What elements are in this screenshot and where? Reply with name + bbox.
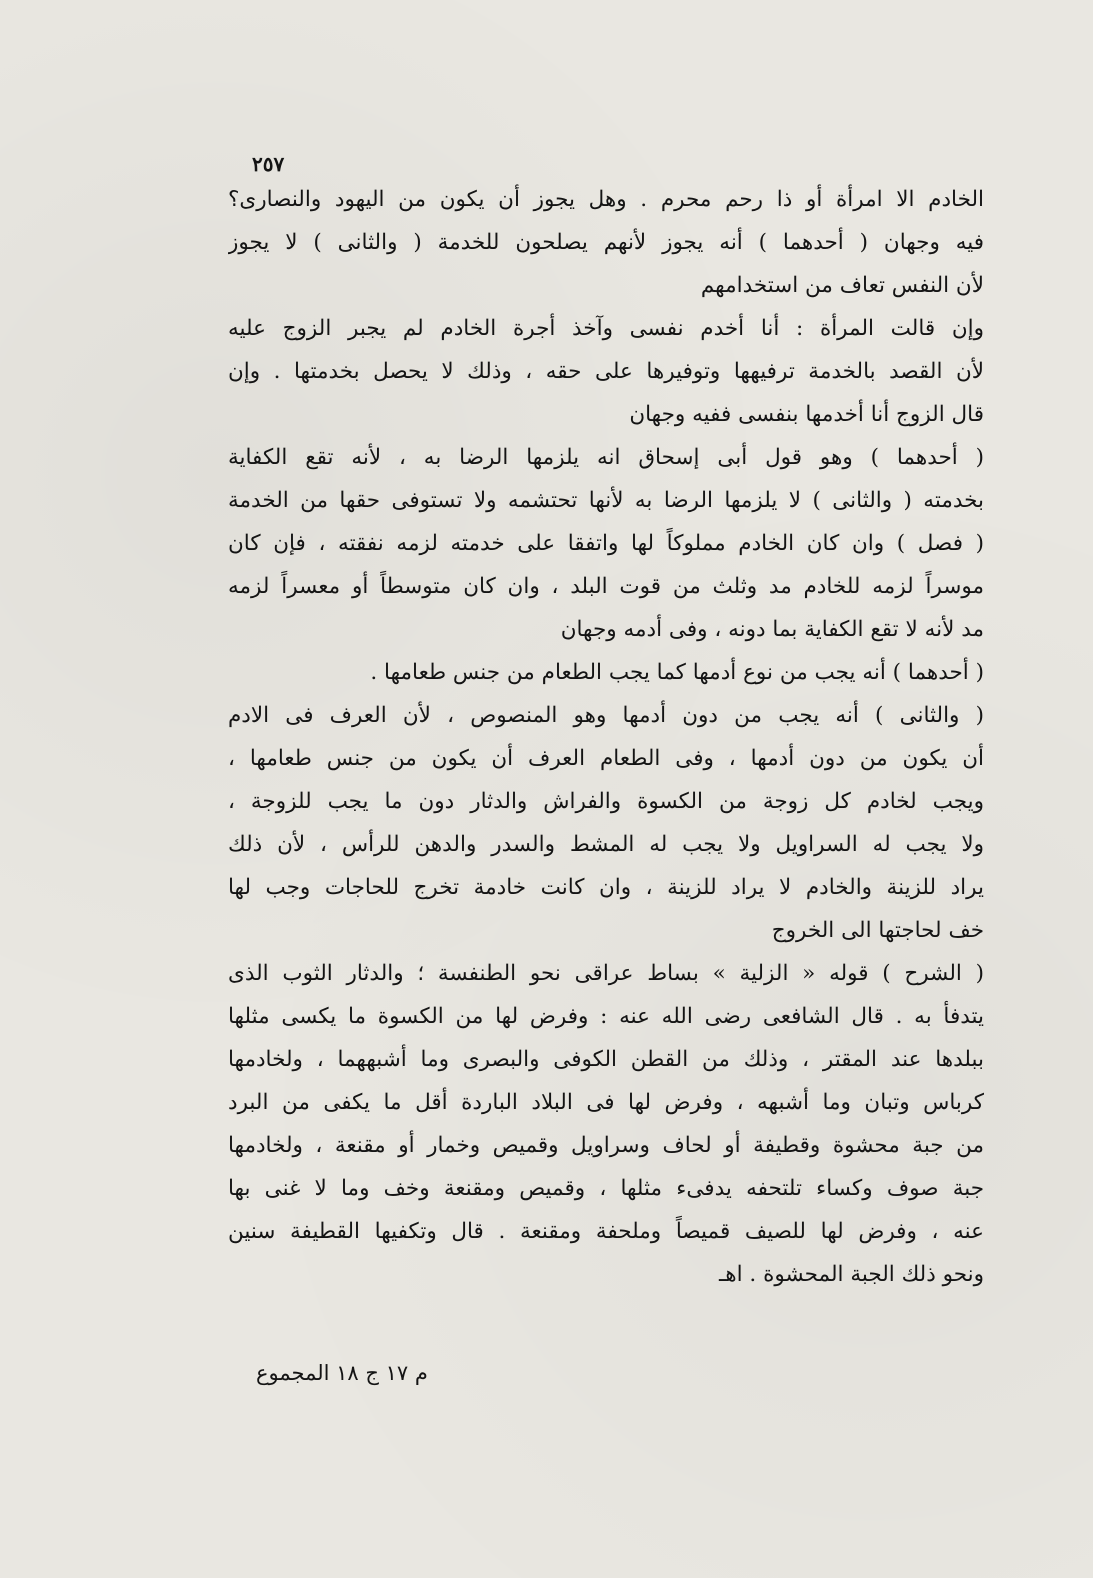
text-line: ( أحدهما ) أنه يجب من نوع أدمها كما يجب الطعام من جنس طعامها . <box>370 660 984 685</box>
text-line: ببلدها عند المقتر ، وذلك من القطن الكوفى والبصرى وما أشبههما ، ولخادمها <box>228 1047 984 1072</box>
text-line: وإن قالت المرأة : أنا أخدم نفسى وآخذ أجرة الخادم لم يجبر الزوج عليه <box>228 316 984 341</box>
text-line: الخادم الا امرأة أو ذا رحم محرم . وهل يجوز أن يكون من اليهود والنصارى؟ <box>228 187 984 212</box>
text-line: بخدمته ( والثانى ) لا يلزمها الرضا به لأنها تحتشمه ولا تستوفى حقها من الخدمة <box>228 488 984 513</box>
text-line: من جبة محشوة وقطيفة أو لحاف وسراويل وقميص وخمار أو مقنعة ، ولخادمها <box>228 1133 984 1158</box>
text-line: ( والثانى ) أنه يجب من دون أدمها وهو المنصوص ، لأن العرف فى الادم <box>228 703 984 728</box>
text-line: قال الزوج أنا أخدمها بنفسى ففيه وجهان <box>629 402 984 427</box>
text-line: خف لحاجتها الى الخروج <box>771 918 984 943</box>
page-footer: م ١٧ ج ١٨ المجموع <box>256 1361 428 1385</box>
page-number: ٢٥٧ <box>252 152 285 176</box>
text-line: ( فصل ) وان كان الخادم مملوكاً لها واتفقا على خدمته لزمه نفقته ، فإن كان <box>228 531 984 556</box>
text-line: ولا يجب له السراويل ولا يجب له المشط والسدر والدهن للرأس ، لأن ذلك <box>228 832 984 857</box>
text-line: ( أحدهما ) وهو قول أبى إسحاق انه يلزمها الرضا به ، لأنه تقع الكفاية <box>228 445 984 470</box>
text-line: ( الشرح ) قوله « الزلية » بساط عراقى نحو الطنفسة ؛ والدثار الثوب الذى <box>228 961 984 986</box>
body-text <box>228 178 984 1296</box>
text-line: عنه ، وفرض لها للصيف قميصاً وملحفة ومقنعة . قال وتكفيها القطيفة سنين <box>228 1219 984 1244</box>
text-line: لأن النفس تعاف من استخدامهم <box>700 273 984 298</box>
text-line: يتدفأ به . قال الشافعى رضى الله عنه : وفرض لها من الكسوة ما يكسى مثلها <box>228 1004 984 1029</box>
text-line: كرباس وتبان وما أشبهه ، وفرض لها فى البلاد الباردة أقل ما يكفى من البرد <box>228 1090 984 1115</box>
text-line: ونحو ذلك الجبة المحشوة . اهـ <box>718 1262 984 1287</box>
text-line: ويجب لخادم كل زوجة من الكسوة والفراش والدثار دون ما يجب للزوجة ، <box>228 789 984 814</box>
text-line: جبة صوف وكساء تلتحفه يدفىء مثلها ، وقميص ومقنعة وخف وما لا غنى بها <box>228 1176 984 1201</box>
text-line: يراد للزينة والخادم لا يراد للزينة ، وان كانت خادمة تخرج للحاجات وجب لها <box>228 875 984 900</box>
text-line: لأن القصد بالخدمة ترفيهها وتوفيرها على حقه ، وذلك لا يحصل بخدمتها . وإن <box>228 359 984 384</box>
text-line: فيه وجهان ( أحدهما ) أنه يجوز لأنهم يصلحون للخدمة ( والثانى ) لا يجوز <box>228 230 984 255</box>
text-line: موسراً لزمه للخادم مد وثلث من قوت البلد ، وان كان متوسطاً أو معسراً لزمه <box>228 574 984 599</box>
text-line: أن يكون من دون أدمها ، وفى الطعام العرف أن يكون من جنس طعامها ، <box>228 746 984 771</box>
text-line: مد لأنه لا تقع الكفاية بما دونه ، وفى أدمه وجهان <box>560 617 984 642</box>
